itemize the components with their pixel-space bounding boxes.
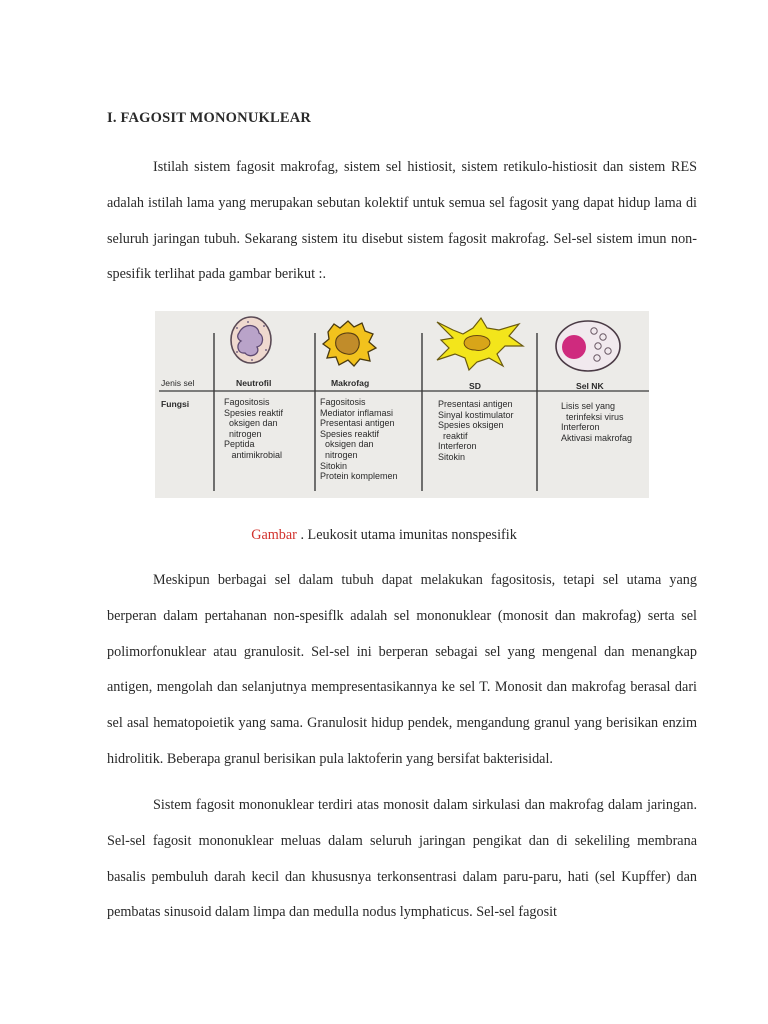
function-item: Sitokin — [438, 451, 466, 462]
caption-text: . Leukosit utama imunitas nonspesifik — [296, 527, 517, 543]
function-item: terinfeksi virus — [561, 411, 624, 422]
function-item: Fagositosis — [224, 397, 270, 407]
neutrofil-functions — [224, 397, 283, 461]
paragraph-3-text: Sistem fagosit mononuklear terdiri atas monosit dalam sirkulasi dan makrofag dalam jaringan. Sel-sel fagosit mononuklear meluas dalam seluruh jaringan pengikat dan di sekeliling membrana basalis pembuluh darah kecil dan khususnya terkonsentrasi dalam paru-paru, hati (sel Kupffer) dan pembatas sinusoid dalam limpa dan medulla nodus lymphaticus. Sel-sel fagosit — [107, 797, 697, 921]
caption-label: Gambar — [251, 527, 297, 543]
row-label-jenis-sel: Jenis sel — [161, 378, 195, 388]
function-item: Sitokin — [320, 460, 348, 471]
leukocyte-figure — [155, 311, 649, 498]
nk-cell-icon — [553, 318, 623, 374]
column-header-makrofag: Makrofag — [331, 378, 370, 388]
paragraph-1 — [107, 150, 697, 293]
function-item: Presentasi antigen — [320, 418, 395, 429]
function-item: antimikrobial — [224, 449, 283, 460]
function-item: Protein komplemen — [320, 471, 398, 482]
paragraph-3 — [107, 788, 697, 931]
paragraph-1-text: Istilah sistem fagosit makrofag, sistem sel histiosit, sistem retikulo-histiosit dan sistem RES adalah istilah lama yang merupakan sebutan kolektif untuk semua sel fagosit yang dapat hidup lama di seluruh jaringan tubuh. Sekarang sistem itu disebut sistem fagosit makrofag. Sel-sel sistem imun non-spesifik terlihat pada gambar berikut :. — [107, 159, 697, 283]
function-item: Mediator inflamasi — [320, 407, 394, 418]
figure-caption — [0, 527, 768, 544]
column-header-neutrofil: Neutrofil — [236, 378, 272, 388]
row-label-fungsi: Fungsi — [161, 399, 190, 409]
function-item: Peptida — [224, 439, 255, 450]
function-item: Interferon — [438, 441, 477, 452]
sd-functions — [438, 399, 514, 463]
function-item: Spesies reaktif — [224, 407, 284, 418]
makrofag-functions — [320, 397, 398, 482]
function-item: Lisis sel yang — [561, 401, 616, 411]
function-item: nitrogen — [224, 428, 262, 439]
function-item: Spesies oksigen — [438, 420, 504, 431]
function-item: Sinyal kostimulator — [438, 409, 514, 420]
sel-nk-functions — [561, 401, 632, 443]
dendritic-cell-icon — [433, 314, 525, 372]
function-item: Interferon — [561, 422, 600, 433]
paragraph-2 — [107, 563, 697, 778]
function-item: Aktivasi makrofag — [561, 432, 633, 443]
function-item: oksigen dan — [320, 439, 374, 450]
function-item: Spesies reaktif — [320, 428, 380, 439]
section-heading: I. FAGOSIT MONONUKLEAR — [107, 110, 312, 126]
paragraph-2-text: Meskipun berbagai sel dalam tubuh dapat melakukan fagositosis, tetapi sel utama yang berperan dalam pertahanan non-spesiflk adalah sel mononuklear (monosit dan makrofag) serta sel polimorfonuklear atau granulosit. Sel-sel ini berperan sebagai sel yang mengenal dan menangkap antigen, mengolah dan selanjutnya mempresentasikannya ke sel T. Monosit dan makrofag berasal dari sel asal hematopoietik yang sama. Granulosit hidup pendek, mengandung granul yang berisikan enzim hidrolitik. Beberapa granul berisikan pula laktoferin yang bersifat bakterisidal. — [107, 572, 697, 767]
neutrophil-icon — [228, 314, 274, 366]
function-item: reaktif — [438, 430, 468, 441]
column-header-sel-nk: Sel NK — [576, 381, 604, 391]
function-item: Presentasi antigen — [438, 399, 513, 409]
macrophage-icon — [320, 318, 380, 368]
function-item: nitrogen — [320, 449, 358, 460]
function-item: Fagositosis — [320, 397, 366, 407]
function-item: oksigen dan — [224, 418, 278, 429]
column-header-sd: SD — [469, 381, 481, 391]
